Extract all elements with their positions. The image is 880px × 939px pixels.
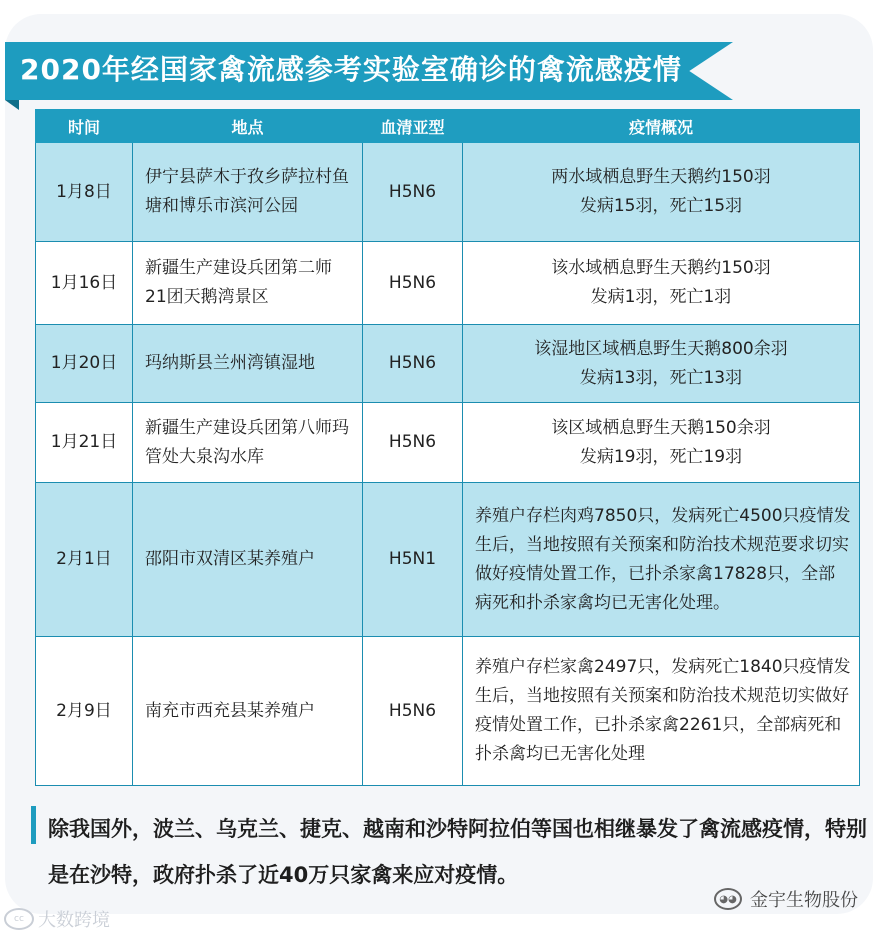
table-row [36, 242, 860, 325]
watermark [4, 906, 110, 932]
table-row [36, 403, 860, 483]
cell-place: 伊宁县萨木于孜乡萨拉村鱼塘和博乐市滨河公园 [133, 143, 363, 242]
table-row [36, 483, 860, 637]
overview-line: 发病1羽，死亡1羽 [590, 287, 732, 307]
cell-place: 南充市西充县某养殖户 [133, 637, 363, 786]
cell-date: 1月16日 [36, 242, 133, 325]
cell-place: 新疆生产建设兵团第八师玛管处大泉沟水库 [133, 403, 363, 483]
cell-overview [463, 242, 860, 325]
cell-date: 2月1日 [36, 483, 133, 637]
brand-signature [714, 886, 858, 912]
cell-date: 1月20日 [36, 325, 133, 403]
watermark-text: 大数跨境 [38, 910, 110, 931]
cell-place: 新疆生产建设兵团第二师21团天鹅湾景区 [133, 242, 363, 325]
page-title: 2020年经国家禽流感参考实验室确诊的禽流感疫情 [20, 53, 682, 86]
table-row [36, 143, 860, 242]
header-overview: 疫情概况 [463, 110, 860, 143]
title-banner-fold [5, 100, 19, 110]
cell-overview: 养殖户存栏肉鸡7850只，发病死亡4500只疫情发生后，当地按照有关预案和防治技术规范要求切实做好疫情处置工作，已扑杀家禽17828只，全部病死和扑杀家禽均已无害化处理。 [463, 483, 860, 637]
cell-subtype: H5N6 [363, 403, 463, 483]
cell-subtype: H5N6 [363, 637, 463, 786]
wechat-icon: ◕◕ [714, 888, 742, 910]
overview-line: 两水域栖息野生天鹅约150羽 [551, 167, 771, 187]
cell-overview [463, 143, 860, 242]
overview-line: 发病13羽，死亡13羽 [579, 367, 743, 388]
cell-place: 邵阳市双清区某养殖户 [133, 483, 363, 637]
cell-overview [463, 403, 860, 483]
cell-date: 1月8日 [36, 143, 133, 242]
cell-place: 玛纳斯县兰州湾镇湿地 [133, 325, 363, 403]
table-header-row [36, 110, 860, 143]
header-subtype: 血清亚型 [363, 110, 463, 143]
cell-subtype: H5N6 [363, 143, 463, 242]
header-date: 时间 [36, 110, 133, 143]
brand-name: 金宇生物股份 [750, 890, 858, 911]
cell-overview: 养殖户存栏家禽2497只，发病死亡1840只疫情发生后，当地按照有关预案和防治技术规范切实做好疫情处置工作，已扑杀家禽2261只，全部病死和扑杀禽均已无害化处理 [463, 637, 860, 786]
note-accent-bar [31, 806, 36, 844]
table-row [36, 637, 860, 786]
cell-subtype: H5N6 [363, 325, 463, 403]
table-row [36, 325, 860, 403]
watermark-logo-icon: cc [4, 908, 34, 930]
cell-overview [463, 325, 860, 403]
overview-line: 该水域栖息野生天鹅约150羽 [551, 258, 771, 278]
outbreak-table [35, 109, 860, 786]
cell-date: 1月21日 [36, 403, 133, 483]
overview-line: 该湿地区域栖息野生天鹅800余羽 [534, 338, 788, 359]
overview-line: 发病19羽，死亡19羽 [579, 446, 743, 467]
overview-line: 发病15羽，死亡15羽 [579, 196, 743, 216]
footnote-text: 除我国外，波兰、乌克兰、捷克、越南和沙特阿拉伯等国也相继暴发了禽流感疫情，特别是在沙特，政府扑杀了近40万只家禽来应对疫情。 [48, 817, 867, 887]
overview-line: 该区域栖息野生天鹅150余羽 [551, 417, 771, 438]
cell-subtype: H5N6 [363, 242, 463, 325]
cell-subtype: H5N1 [363, 483, 463, 637]
header-place: 地点 [133, 110, 363, 143]
cell-date: 2月9日 [36, 637, 133, 786]
